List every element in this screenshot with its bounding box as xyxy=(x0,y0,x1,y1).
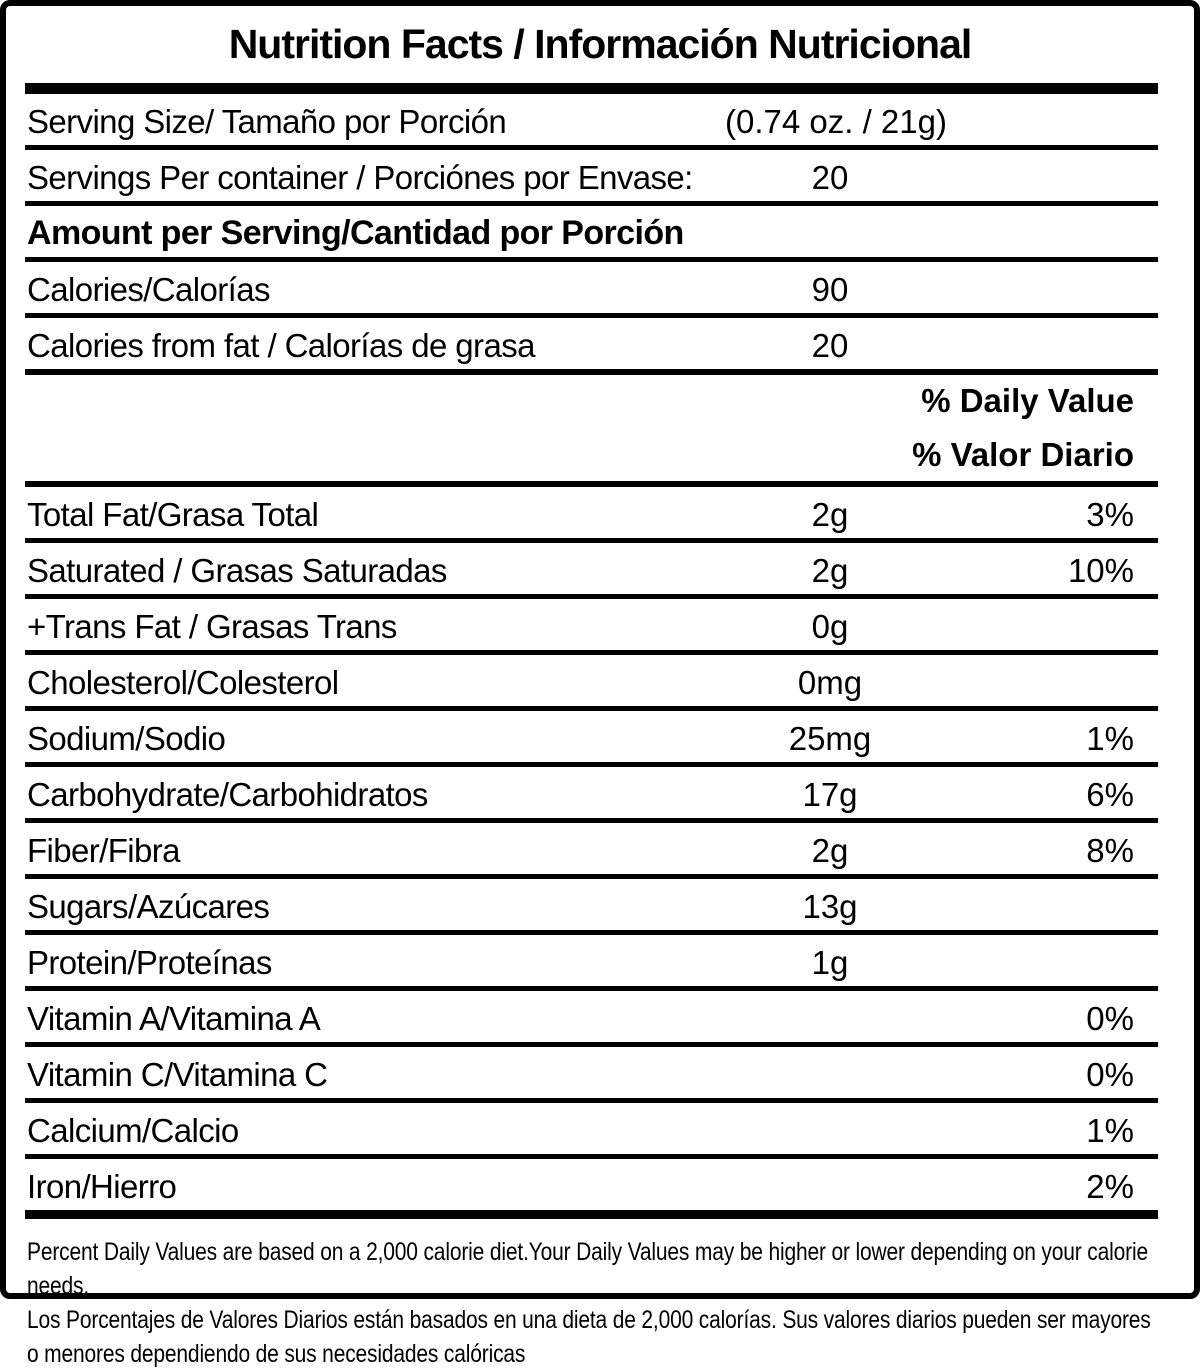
nutrient-label: Cholesterol/Colesterol xyxy=(27,664,339,701)
footnote-es: Los Porcentajes de Valores Diarios están basados en una dieta de 2,000 calorías. Sus valores diarios pueden ser mayores o menores dependiendo de sus necesidades calóricas xyxy=(27,1306,1151,1368)
nutrient-daily-value: 1% xyxy=(1086,720,1134,757)
footnotes xyxy=(6,1219,1194,1371)
nutrient-daily-value: 0% xyxy=(1086,1056,1134,1093)
nutrient-daily-value: 3% xyxy=(1086,496,1134,533)
serving-size-row xyxy=(6,94,1194,145)
nutrient-row xyxy=(6,1159,1194,1210)
nutrient-daily-value: 6% xyxy=(1086,776,1134,813)
nutrient-daily-value: 10% xyxy=(1067,552,1134,589)
nutrient-row xyxy=(6,1103,1194,1154)
nutrient-daily-value: 8% xyxy=(1086,832,1134,869)
nutrient-label: Iron/Hierro xyxy=(27,1168,177,1205)
nutrient-amount: 25mg xyxy=(788,720,872,757)
nutrient-daily-value: 0% xyxy=(1086,1000,1134,1037)
daily-value-header-en: % Daily Value xyxy=(921,382,1134,419)
amount-per-serving-header-row xyxy=(6,206,1194,257)
nutrient-label: Sodium/Sodio xyxy=(27,720,226,757)
calories-from-fat-label: Calories from fat / Calorías de grasa xyxy=(27,327,535,364)
nutrient-amount: 2g xyxy=(811,552,849,589)
nutrient-amount: 13g xyxy=(802,888,858,925)
serving-size-value: (0.74 oz. / 21g) xyxy=(725,103,947,140)
nutrient-amount: 2g xyxy=(811,832,849,869)
nutrient-label: Sugars/Azúcares xyxy=(27,888,270,925)
calories-from-fat-row xyxy=(6,318,1194,369)
nutrient-amount: 0mg xyxy=(797,664,863,701)
nutrient-row xyxy=(6,879,1194,930)
nutrient-row xyxy=(6,823,1194,874)
servings-per-container-value: 20 xyxy=(811,159,849,196)
daily-value-header-es: % Valor Diario xyxy=(912,436,1134,473)
nutrient-row xyxy=(6,487,1194,538)
nutrient-label: Vitamin C/Vitamina C xyxy=(27,1056,328,1093)
nutrient-label: Protein/Proteínas xyxy=(27,944,272,981)
servings-per-container-row xyxy=(6,150,1194,201)
label-title: Nutrition Facts / Información Nutricional xyxy=(228,21,972,67)
nutrient-label: Saturated / Grasas Saturadas xyxy=(27,552,447,589)
serving-size-label: Serving Size/ Tamaño por Porción xyxy=(27,103,507,140)
nutrient-daily-value: 1% xyxy=(1086,1112,1134,1149)
calories-from-fat-value: 20 xyxy=(811,327,849,364)
nutrient-row xyxy=(6,543,1194,594)
calories-row xyxy=(6,262,1194,313)
nutrient-row xyxy=(6,991,1194,1042)
nutrient-label: Carbohydrate/Carbohidratos xyxy=(27,776,428,813)
daily-value-header xyxy=(6,375,1194,481)
nutrient-row xyxy=(6,711,1194,762)
nutrient-label: +Trans Fat / Grasas Trans xyxy=(27,608,397,645)
nutrient-row xyxy=(6,767,1194,818)
calories-label: Calories/Calorías xyxy=(27,271,270,308)
nutrient-row xyxy=(6,599,1194,650)
nutrient-label: Total Fat/Grasa Total xyxy=(27,496,319,533)
nutrient-label: Vitamin A/Vitamina A xyxy=(27,1000,321,1037)
amount-per-serving-header: Amount per Serving/Cantidad por Porción xyxy=(27,214,684,252)
nutrient-amount: 0g xyxy=(811,608,849,645)
nutrient-row xyxy=(6,655,1194,706)
nutrient-label: Fiber/Fibra xyxy=(27,832,180,869)
nutrient-daily-value: 2% xyxy=(1086,1168,1134,1205)
nutrient-amount: 2g xyxy=(811,496,849,533)
nutrient-row xyxy=(6,935,1194,986)
servings-per-container-label: Servings Per container / Porciónes por Envase: xyxy=(27,159,693,196)
nutrient-amount: 17g xyxy=(802,776,858,813)
calories-value: 90 xyxy=(811,271,849,308)
nutrient-rows xyxy=(6,487,1194,1210)
nutrient-row xyxy=(6,1047,1194,1098)
nutrient-label: Calcium/Calcio xyxy=(27,1112,239,1149)
bottom-thick-rule xyxy=(25,1210,1158,1219)
nutrient-amount: 1g xyxy=(811,944,849,981)
footnote-en: Percent Daily Values are based on a 2,000 calorie diet.Your Daily Values may be higher or lower depending on your calorie needs. xyxy=(27,1238,1148,1300)
title-divider-bar xyxy=(25,83,1158,94)
